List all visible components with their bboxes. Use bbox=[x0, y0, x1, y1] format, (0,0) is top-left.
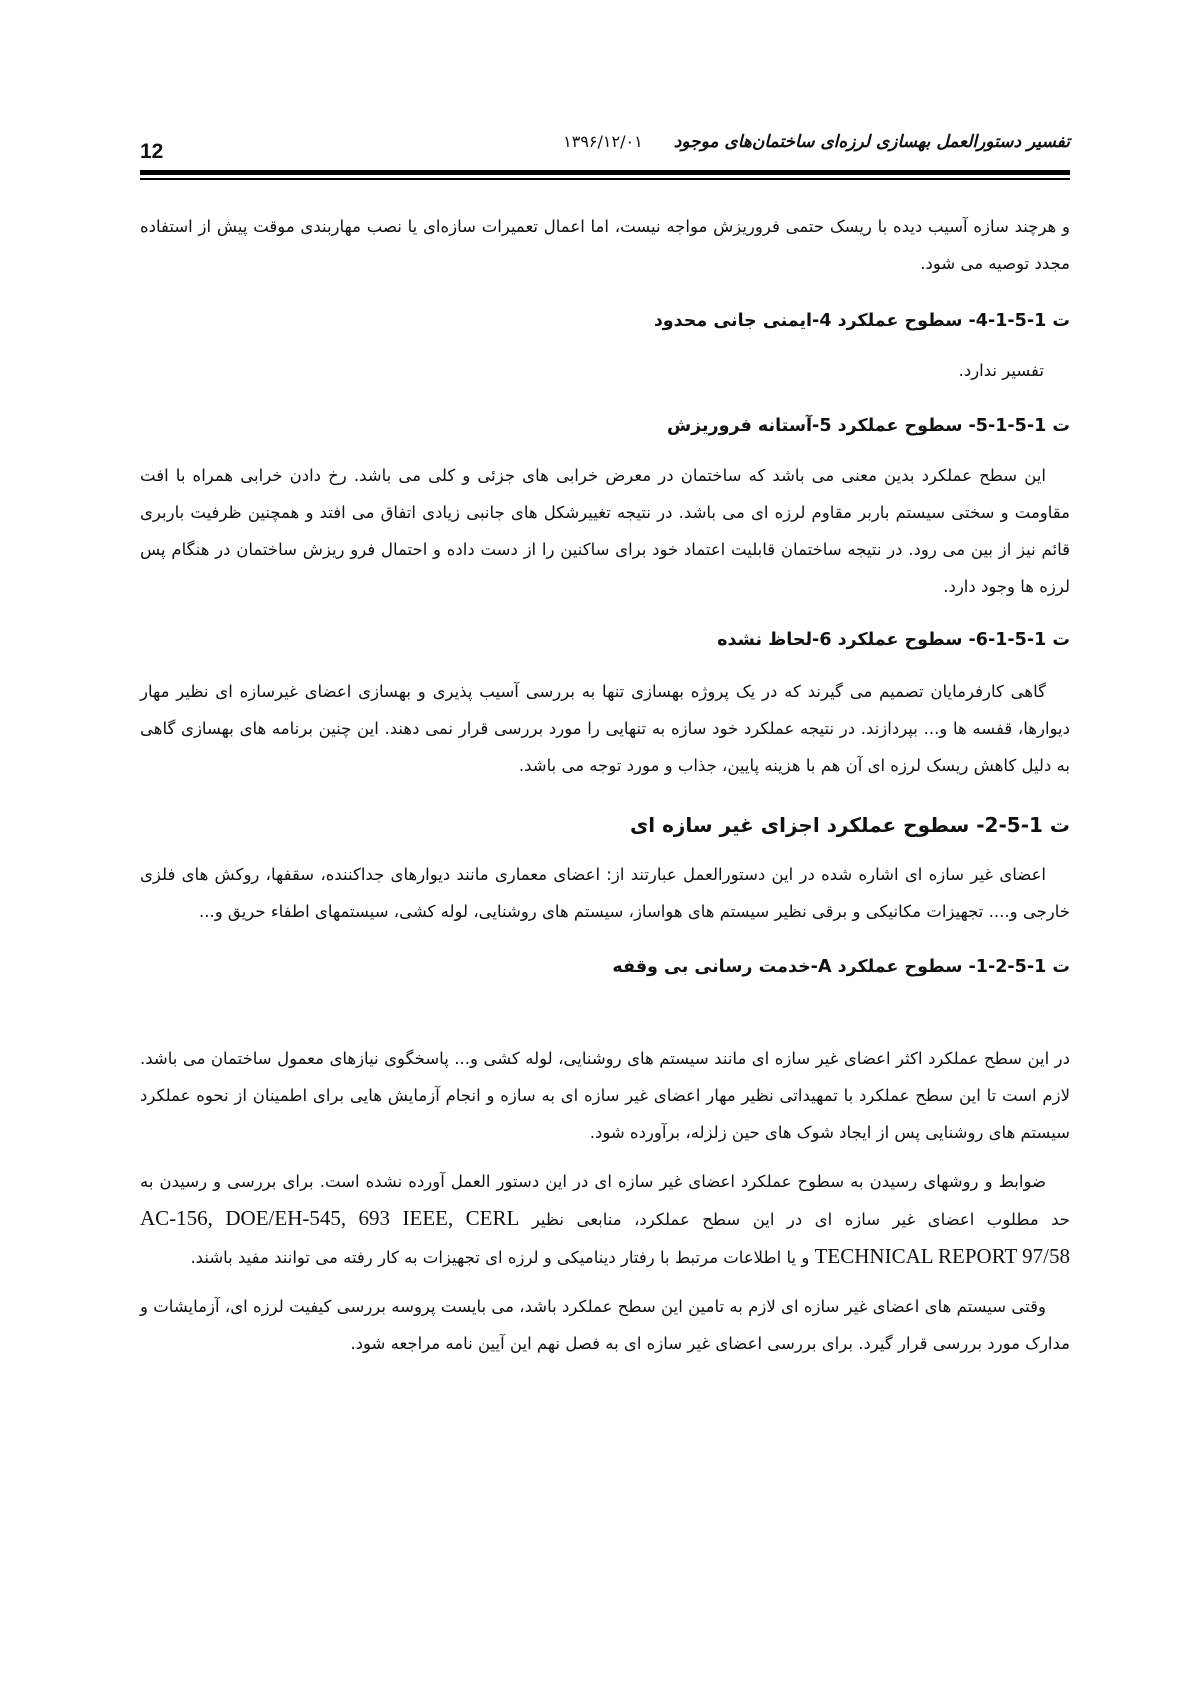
paragraph-final: وقتی سیستم های اعضای غیر سازه ای لازم به تامین این سطح عملکرد باشد، می بایست پروسه بررسی کیفیت لرزه ای، آزمایشات و مدارک مورد بررسی قرار گیرد. برای بررسی اعضای غیر سازه ای به فصل نهم این آیین نامه مراجعه شود. bbox=[140, 1297, 1070, 1353]
heading-1-5-1-5: ت 1-5-1-5- سطوح عملکرد 5-آستانه فروریزش bbox=[666, 416, 1070, 436]
paragraph-1-5-1-5: این سطح عملکرد بدین معنی می باشد که ساختمان در معرض خرابی های جزئی و کلی می باشد. رخ دادن خرابی همراه با افت مقاومت و سختی سیستم باربر مقاوم لرزه ای می باشد. در نتیجه تغییرشکل های جانبی زیادی اتفاق می افتد و همچنین ظرفیت باربری قائم نیز از بین می رود. در نتیجه ساختمان قابلیت اعتماد خود برای ساکنین را از دست داده و احتمال فرو ریزش ساختمان در هنگام پس لرزه ها وجود دارد. bbox=[140, 466, 1070, 596]
page-body bbox=[140, 208, 1070, 1362]
paragraph-1-5-1-6: گاهی کارفرمایان تصمیم می گیرند که در یک پروژه بهسازی تنها به بررسی آسیب پذیری و بهسازی اعضای غیرسازه ای نظیر مهار دیوارها، قفسه ها و... بپردازند. در نتیجه عملکرد خود سازه به تنهایی را مورد بررسی قرار نمی دهند. این چنین برنامه های بهسازی گاهی به دلیل کاهش ریسک لرزه ای آن هم با هزینه پایین، جذاب و مورد توجه می باشد. bbox=[140, 682, 1070, 775]
paragraph-references bbox=[140, 1163, 1070, 1276]
header-right bbox=[563, 132, 1070, 152]
references-text-a: ضوابط و روشهای رسیدن به سطوح عملکرد اعضای غیر سازه ای در این دستور العمل آورده نشده است. برای بررسی و رسیدن به حد مطلوب اعضای غیر سازه ای در این سطح عملکرد، منابعی نظیر bbox=[140, 1172, 1070, 1229]
heading-1-5-2-1: ت 1-5-2-1- سطوح عملکرد A-خدمت رسانی بی وقفه bbox=[612, 957, 1070, 977]
header-rule-thin bbox=[140, 178, 1070, 180]
running-title: تفسیر دستورالعمل بهسازی لرزه‌ای ساختمان‌های موجود bbox=[673, 132, 1070, 152]
page-number: 12 bbox=[140, 140, 164, 163]
heading-1-5-1-4: ت 1-5-1-4- سطوح عملکرد 4-ایمنی جانی محدود bbox=[653, 311, 1070, 331]
paragraph-1-5-1-4: تفسیر ندارد. bbox=[958, 361, 1044, 380]
reference-list: AC-156, DOE/EH-545, 693 IEEE, CERL bbox=[140, 1206, 520, 1230]
paragraph-1-5-2: اعضای غیر سازه ای اشاره شده در این دستورالعمل عبارتند از: اعضای معماری مانند دیوارهای جداکننده، سقفها، روکش های فلزی خارجی و.... تجهیزات مکانیکی و برقی نظیر سیستم های هواساز، سیستم های روشنایی، لوله کشی، سیستمهای اطفاء حریق و... bbox=[140, 865, 1070, 921]
header-rule-thick bbox=[140, 170, 1070, 175]
heading-1-5-1-6: ت 1-5-1-6- سطوح عملکرد 6-لحاظ نشده bbox=[717, 630, 1070, 650]
references-text-b: و یا اطلاعات مرتبط با رفتار دینامیکی و لرزه ای تجهیزات به کار رفته می توانند مفید باشند. bbox=[190, 1248, 810, 1267]
paragraph-1-5-2-1: در این سطح عملکرد اکثر اعضای غیر سازه ای مانند سیستم های روشنایی، لوله کشی و... پاسخگوی نیازهای معمول ساختمان می باشد. لازم است تا این سطح عملکرد با تمهیداتی نظیر مهار اعضای غیر سازه ای به سازه و انجام آزمایش هایی برای اطمینان از نحوه عملکرد سیستم های روشنایی پس از ایجاد شوک های حین زلزله، برآورده شود. bbox=[140, 1049, 1070, 1142]
heading-1-5-2: ت 1-5-2- سطوح عملکرد اجزای غیر سازه ای bbox=[629, 813, 1070, 837]
page-header bbox=[140, 120, 1070, 172]
reference-technical-report: TECHNICAL REPORT 97/58 bbox=[814, 1244, 1070, 1268]
paragraph-intro: و هرچند سازه آسیب دیده با ریسک حتمی فروریزش مواجه نیست، اما اعمال تعمیرات سازه‌ای یا نصب مهاربندی موقت پیش از استفاده مجدد توصیه می شود. bbox=[140, 217, 1070, 273]
header-date: ۱۳۹۶/۱۲/۰۱ bbox=[563, 132, 643, 151]
